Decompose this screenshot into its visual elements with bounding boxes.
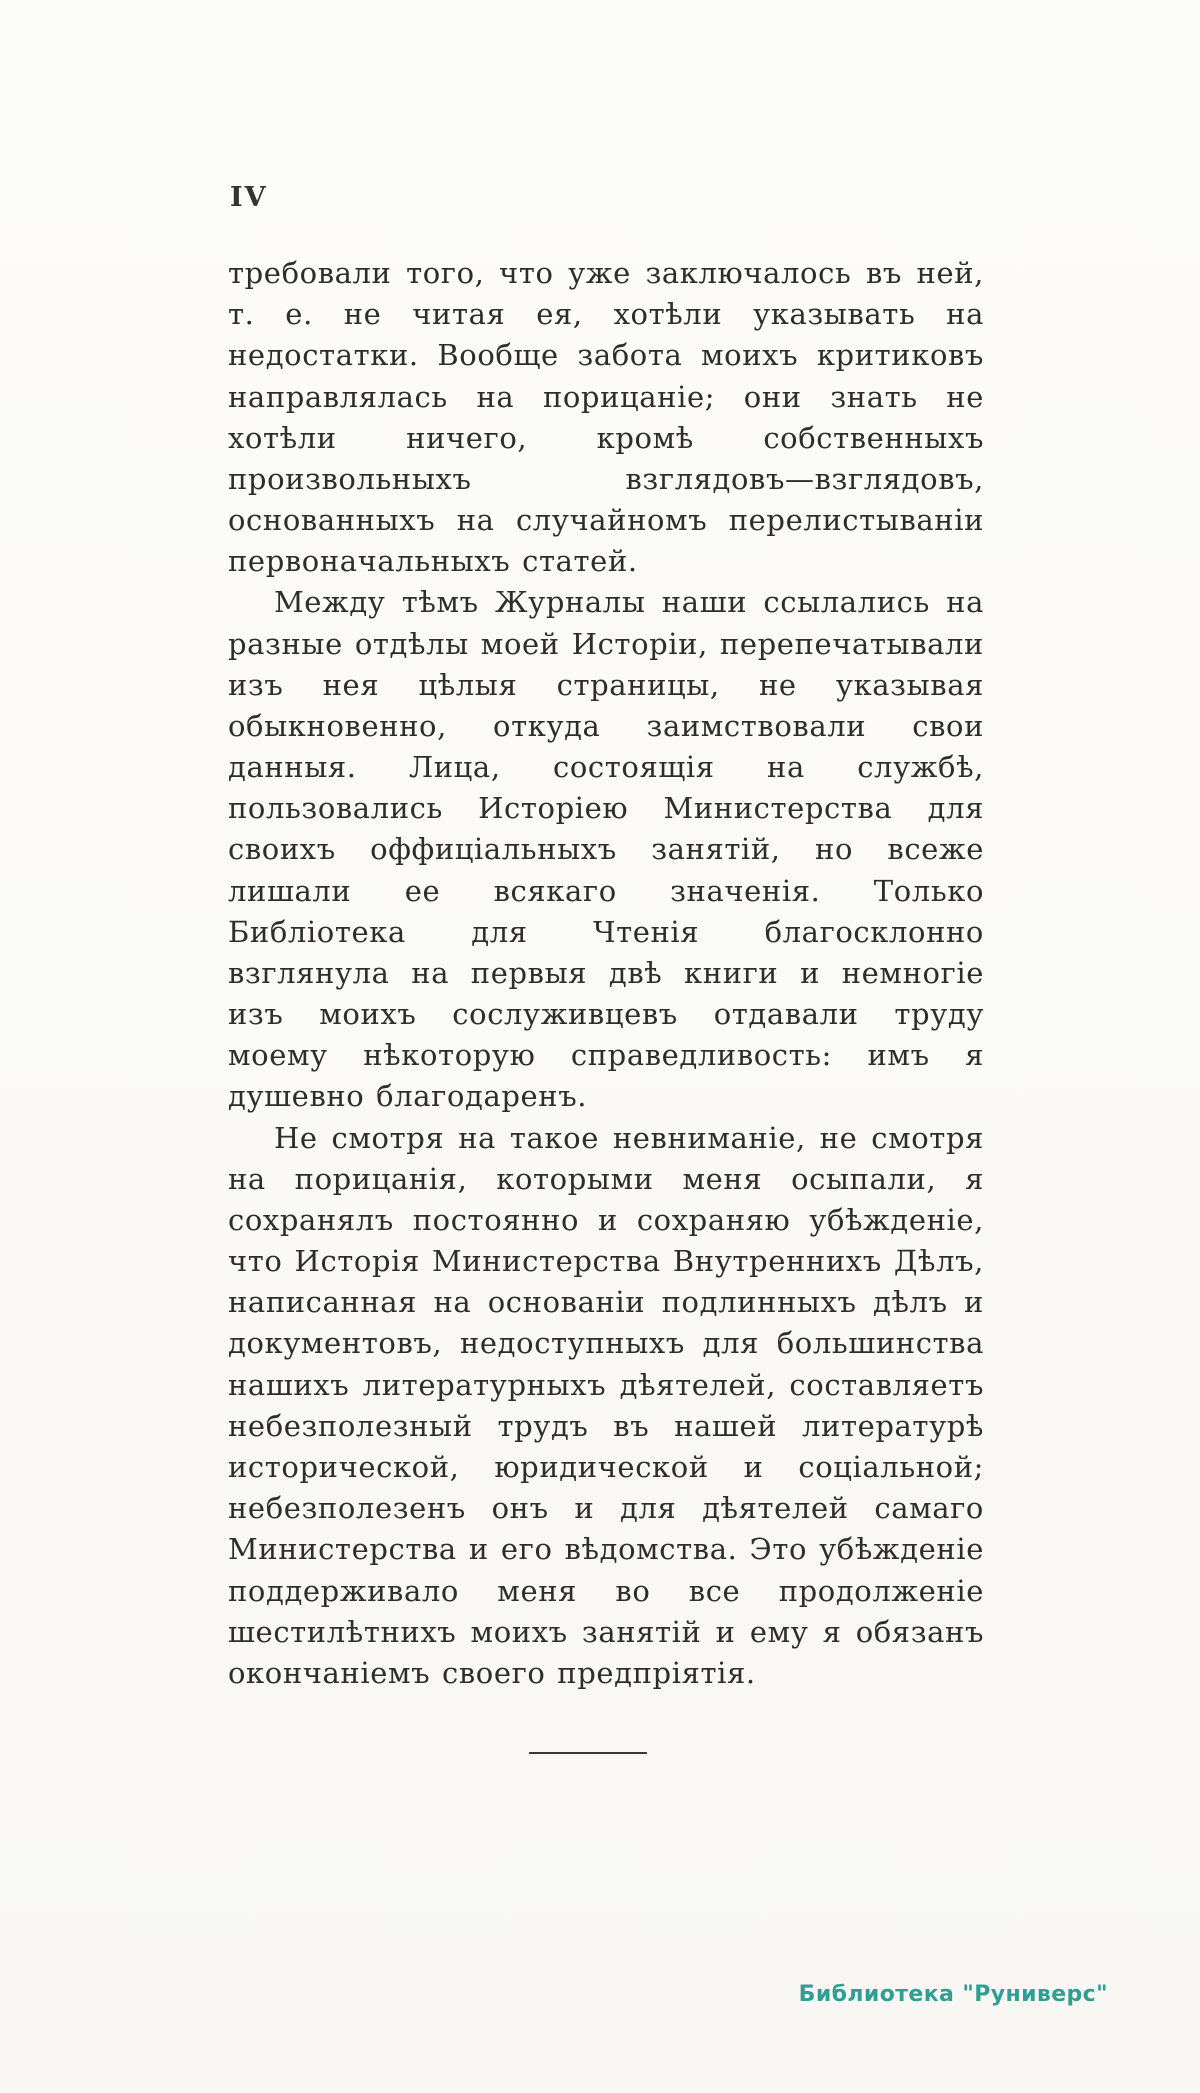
body-paragraph-2: Между тѣмъ Журналы наши ссылались на разные отдѣлы моей Исторіи, перепечатывали изъ нея цѣлыя страницы, не указывая обыкновенно, откуда заимствовали свои данныя. Лица, состоящія на службѣ, пользовались Исторіею Министерства для своихъ оффиціальныхъ занятій, но всеже лишали ее всякаго значенія. Только Библіотека для Чтенія благосклонно взглянула на первыя двѣ книги и немногіе изъ моихъ сослуживцевъ отдавали труду моему нѣкоторую справедливость: имъ я душевно благодаренъ. (228, 585, 984, 1114)
body-paragraph-1: требовали того, что уже заключалось въ ней, т. е. не читая ея, хотѣли указывать на недостатки. Вообще забота моихъ критиковъ направлялась на порицаніе; они знать не хотѣли ничего, кромѣ собственныхъ произвольныхъ взглядовъ—взглядовъ, основанныхъ на случайномъ перелистываніи первоначальныхъ статей. (228, 256, 984, 579)
library-watermark: Библиотека "Руниверс" (798, 1982, 1108, 2007)
section-divider (529, 1752, 647, 1754)
text-block (228, 182, 984, 1754)
body-paragraph-3: Не смотря на такое невниманіе, не смотря на порицанія, которыми меня осыпали, я сохранялъ постоянно и сохраняю убѣжденіе, что Исторія Министерства Внутреннихъ Дѣлъ, написанная на основаніи подлинныхъ дѣлъ и документовъ, недоступныхъ для большинства нашихъ литературныхъ дѣятелей, составляетъ небезполезный трудъ въ нашей литературѣ исторической, юридической и соціальной; небезполезенъ онъ и для дѣятелей самаго Министерства и его вѣдомства. Это убѣжденіе поддерживало меня во все продолженіе шестилѣтнихъ моихъ занятій и ему я обязанъ окончаніемъ своего предпріятія. (228, 1120, 984, 1690)
page-number: IV (230, 182, 268, 213)
